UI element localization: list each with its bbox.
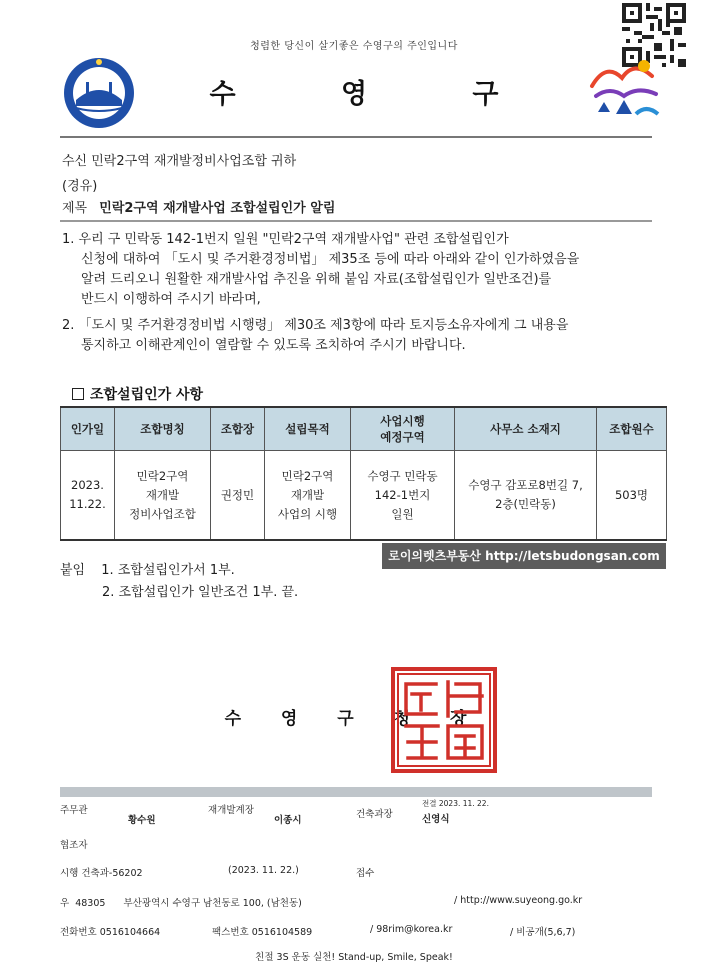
approval-note: 전결 2023. 11. 22. <box>422 799 489 808</box>
kindness-motto: 친절 3S 운동 실천! Stand-up, Smile, Speak! <box>255 952 453 963</box>
attachments <box>60 560 298 604</box>
recipient-line: 수신 민락2구역 재개발정비사업조합 귀하 <box>62 154 297 169</box>
director-label: 건축과장 <box>356 809 393 820</box>
header-divider <box>60 136 652 138</box>
table-header: 설립목적 <box>265 407 351 451</box>
checkbox-square-icon <box>72 388 84 400</box>
issuer-name: 수 영 구 청 장 <box>224 709 484 729</box>
main-staff-name: 황수원 <box>128 815 156 826</box>
table-row <box>61 451 667 541</box>
paragraph-1 <box>62 230 662 310</box>
table-cell: 수영구 민락동 142-1번지 일원 <box>351 451 455 541</box>
paragraph-1-line: 1. 우리 구 민락동 142-1번지 일원 "민락2구역 재개발사업" 관련 조합설립인가 <box>62 232 509 247</box>
table-cell: 민락2구역 재개발 정비사업조합 <box>115 451 211 541</box>
homepage-url: / http://www.suyeong.go.kr <box>454 895 583 906</box>
enforcement-date: (2023. 11. 22.) <box>228 865 299 876</box>
subject-divider <box>60 220 652 222</box>
table-header: 사무소 소재지 <box>455 407 597 451</box>
paragraph-2-line: 2. 「도시 및 주거환경정비법 시행령」 제30조 제3항에 따라 토지등소유자에게 그 내용을 <box>62 318 569 333</box>
watermark-banner: 로이의렛츠부동산 http://letsbudongsan.com <box>382 543 666 569</box>
phone-number: 전화번호 0516104664 <box>60 927 161 938</box>
official-seal-icon <box>390 666 498 774</box>
main-staff-label: 주무관 <box>60 805 88 816</box>
table-cell: 2023. 11.22. <box>61 451 115 541</box>
table-cell: 수영구 감포로8번길 7, 2층(민락동) <box>455 451 597 541</box>
paragraph-2 <box>62 316 672 356</box>
table-header-row <box>61 407 667 451</box>
organization-title: 수 영 구 <box>209 79 547 110</box>
attachment-item: 2. 조합설립인가 일반조건 1부. 끝. <box>102 585 299 600</box>
table-cell: 민락2구역 재개발 사업의 시행 <box>265 451 351 541</box>
table-cell: 권정민 <box>211 451 265 541</box>
suyeong-gu-slogan-logo-icon <box>586 56 666 124</box>
paragraph-2-line: 통지하고 이해관계인이 열람할 수 있도록 조치하여 주시기 바랍니다. <box>81 338 466 353</box>
table-header: 사업시행 예정구역 <box>351 407 455 451</box>
section-title-text: 조합설립인가 사항 <box>90 387 204 403</box>
attachment-item <box>60 560 298 582</box>
director-name: 신영식 <box>422 814 450 825</box>
section-title <box>72 384 203 404</box>
subject-line <box>62 197 335 216</box>
subject-label: 제목 <box>62 201 88 216</box>
team-lead-name: 이종시 <box>274 815 302 826</box>
disclosure-status: / 비공개(5,6,7) <box>510 927 576 938</box>
table-header: 조합원수 <box>597 407 667 451</box>
email-address: / 98rim@korea.kr <box>370 924 453 935</box>
postal-address: 우 48305 부산광역시 수영구 남천동로 100, (남천동) <box>60 898 302 909</box>
team-lead-label: 재개발계장 <box>208 805 254 816</box>
fax-number: 팩스번호 0516104589 <box>212 927 313 938</box>
permit-table <box>60 406 667 541</box>
paragraph-1-line: 반드시 이행하여 주시기 바라며, <box>81 292 261 307</box>
subject-text: 민락2구역 재개발사업 조합설립인가 알림 <box>99 201 336 216</box>
table-cell: 503명 <box>597 451 667 541</box>
table-header: 인가일 <box>61 407 115 451</box>
paragraph-1-line: 알려 드리오니 원활한 재개발사업 추진을 위해 붙임 자료(조합설립인가 일반조건)를 <box>81 272 552 287</box>
enforcement-number: 시행 건축과-56202 <box>60 868 143 879</box>
footer-divider-bar <box>60 787 652 797</box>
cooperator-label: 협조자 <box>60 840 88 851</box>
receipt-label: 접수 <box>356 868 375 879</box>
paragraph-1-line: 신청에 대하여 「도시 및 주거환경정비법」 제35조 등에 따라 아래와 같이 인가하였음을 <box>81 252 580 267</box>
table-header: 조합장 <box>211 407 265 451</box>
attachment-item-text: 1. 조합설립인가서 1부. <box>101 563 235 578</box>
slogan: 청렴한 당신이 살기좋은 수영구의 주인입니다 <box>250 41 458 52</box>
attachment-label: 붙임 <box>60 563 86 578</box>
via-line: (경유) <box>62 179 98 194</box>
table-header: 조합명칭 <box>115 407 211 451</box>
